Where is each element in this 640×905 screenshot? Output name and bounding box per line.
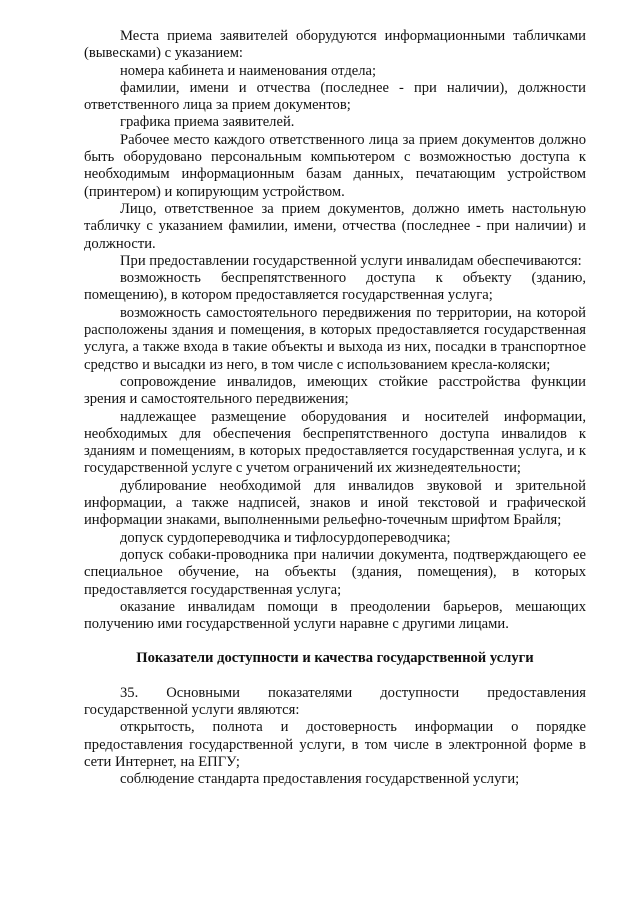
section-heading: Показатели доступности и качества государственной услуги	[136, 650, 534, 667]
paragraph: Места приема заявителей оборудуются информационными табличками (вывесками) с указанием:	[84, 28, 586, 62]
paragraph: Лицо, ответственное за прием документов, должно иметь настольную табличку с указанием фамилии, имени, отчества (последнее - при наличии) и должности.	[84, 200, 586, 252]
paragraph: При предоставлении государственной услуги инвалидам обеспечиваются:	[120, 252, 582, 269]
paragraph: допуск сурдопереводчика и тифлосурдопереводчика;	[120, 529, 451, 546]
spacer	[84, 668, 586, 685]
paragraph: номера кабинета и наименования отдела;	[120, 62, 377, 79]
paragraph: Рабочее место каждого ответственного лица за прием документов должно быть оборудовано персональным компьютером с возможностью доступа к необходимым информационным базам данных, печатающим устройством (принтером) и копирующим устройством.	[84, 131, 586, 200]
paragraph: соблюдение стандарта предоставления государственной услуги;	[120, 771, 520, 788]
paragraph: открытость, полнота и достоверность информации о порядке предоставления государственной услуги, в том числе в электронной форме в сети Интернет, на ЕПГУ;	[84, 719, 586, 770]
paragraph: графика приема заявителей.	[120, 114, 295, 131]
spacer	[84, 633, 586, 650]
paragraph: оказание инвалидам помощи в преодолении барьеров, мешающих получению ими государственной услуги наравне с другими лицами.	[84, 598, 586, 633]
paragraph: дублирование необходимой для инвалидов звуковой и зрительной информации, а также надписей, знаков и иной текстовой и графической информации знаками, выполненными рельефно-точечным шрифтом Брайля;	[84, 477, 586, 529]
paragraph: надлежащее размещение оборудования и носителей информации, необходимых для обеспечения беспрепятственного доступа инвалидов к зданиям и помещениям, в которых предоставляется государственная услуга, и к государственной услуге с учетом ограничений их жизнедеятельности;	[84, 408, 586, 477]
paragraph: возможность беспрепятственного доступа к объекту (зданию, помещению), в котором предоставляется государственная услуга;	[84, 270, 586, 304]
paragraph: допуск собаки-проводника при наличии документа, подтверждающего ее специальное обучение, на объекты (здания, помещения), в которых предоставляется государственная услуга;	[84, 546, 586, 598]
paragraph: возможность самостоятельного передвижения по территории, на которой расположены здания и помещения, в которых предоставляется государственная услуга, а также входа в такие объекты и выхода из них, посадки в транспортное средство и высадки из него, в том числе с использованием кресла-коляски;	[84, 304, 586, 373]
paragraph: сопровождение инвалидов, имеющих стойкие расстройства функции зрения и самостоятельного передвижения;	[84, 373, 586, 408]
document-body	[84, 28, 586, 788]
paragraph: 35. Основными показателями доступности предоставления государственной услуги являются:	[84, 684, 586, 718]
paragraph: фамилии, имени и отчества (последнее - при наличии), должности ответственного лица за прием документов;	[84, 79, 586, 114]
